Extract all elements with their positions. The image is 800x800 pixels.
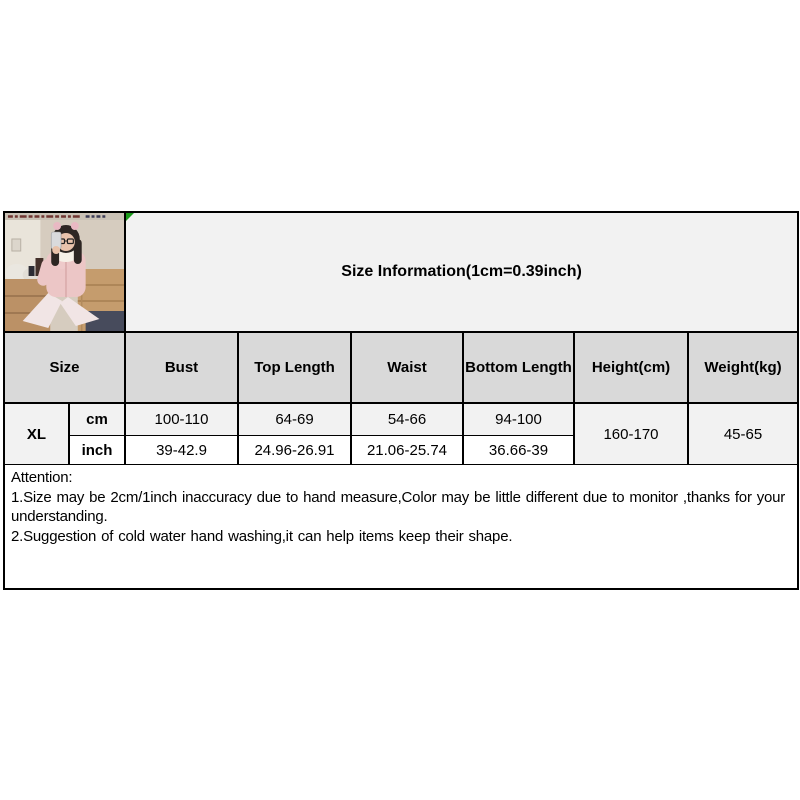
cell-waist-inch: 21.06-25.74 — [351, 436, 463, 465]
cell-bust-inch: 39-42.9 — [125, 436, 238, 465]
product-photo — [5, 213, 124, 331]
column-header-size: Size — [4, 332, 125, 403]
column-header-weight: Weight(kg) — [688, 332, 798, 403]
size-table — [3, 211, 799, 590]
title-row — [4, 212, 798, 332]
attention-note-2: 2.Suggestion of cold water hand washing,it can help items keep their shape. — [11, 527, 513, 545]
size-info-title: Size Information(1cm=0.39inch) — [341, 263, 582, 280]
cell-waist-cm: 54-66 — [351, 403, 463, 436]
cm-row — [4, 403, 798, 436]
weight-value-cell: 45-65 — [688, 403, 798, 465]
title-cell — [125, 212, 798, 332]
cell-bottom-length-cm: 94-100 — [463, 403, 574, 436]
cell-top-length-inch: 24.96-26.91 — [238, 436, 351, 465]
size-chart-sheet — [3, 211, 797, 590]
column-header-top-length: Top Length — [238, 332, 351, 403]
cell-top-length-cm: 64-69 — [238, 403, 351, 436]
cell-bust-cm: 100-110 — [125, 403, 238, 436]
product-photo-cell — [4, 212, 125, 332]
unit-inch-cell: inch — [69, 436, 125, 465]
unit-cm-cell: cm — [69, 403, 125, 436]
column-header-waist: Waist — [351, 332, 463, 403]
attention-cell — [4, 465, 798, 590]
column-header-row — [4, 332, 798, 403]
attention-note-1: 1.Size may be 2cm/1inch inaccuracy due to hand measure,Color may be little different due to monitor ,thanks for your understanding. — [11, 488, 786, 525]
height-value-cell: 160-170 — [574, 403, 688, 465]
column-header-bust: Bust — [125, 332, 238, 403]
column-header-height: Height(cm) — [574, 332, 688, 403]
attention-heading: Attention: — [11, 469, 73, 486]
attention-row — [4, 465, 798, 590]
cell-bottom-length-inch: 36.66-39 — [463, 436, 574, 465]
column-header-bottom-length: Bottom Length — [463, 332, 574, 403]
green-corner-flag-icon — [126, 213, 134, 221]
size-value-cell: XL — [4, 403, 69, 465]
